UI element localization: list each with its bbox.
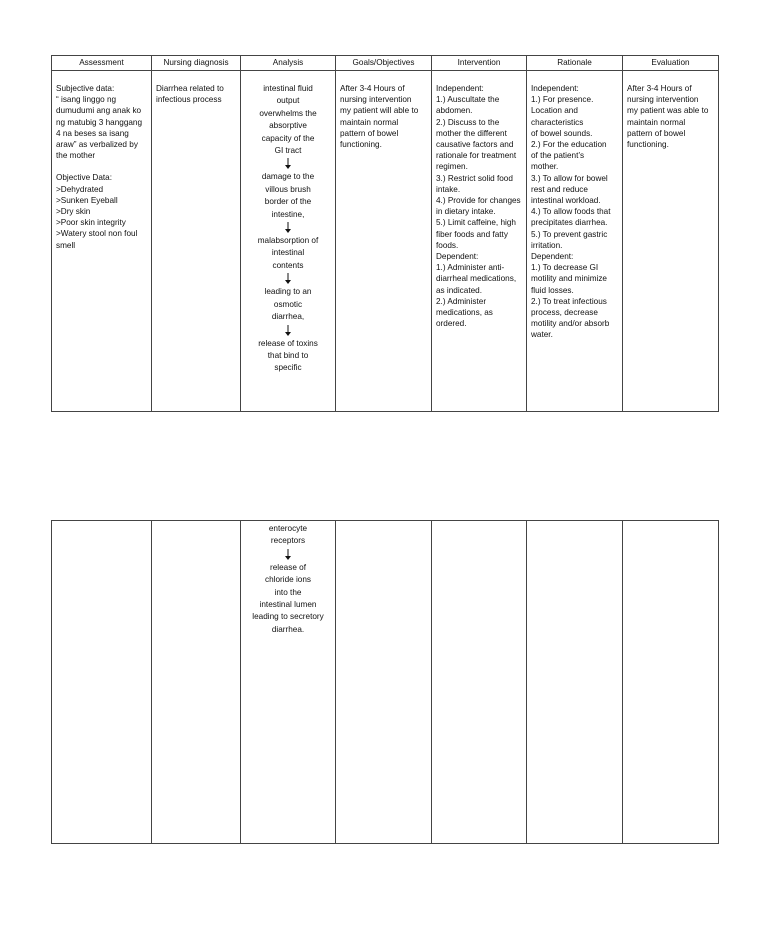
text-line: >Dehydrated [56,184,104,194]
text-line: 2.) For the education [531,140,607,150]
header-nursing-diagnosis: Nursing diagnosis [152,56,241,71]
analysis-step-line: overwhelms the [259,108,317,118]
text-line: rationale for treatment [436,151,517,161]
analysis-step-line: intestinal lumen [259,600,317,610]
assessment-cell-continued [52,521,152,844]
text-line: 1.) For presence. [531,95,594,105]
text-line: mother the different [436,128,507,138]
text-line: my patient was able to [627,106,709,116]
analysis-step-line: malabsorption of [257,236,319,246]
text-line: Diarrhea related to [156,84,224,93]
header-goals-objectives: Goals/Objectives [336,56,432,71]
text-line: After 3-4 Hours of [340,84,405,93]
intervention-cell [432,71,527,412]
text-line: 5.) To prevent gastric [531,229,608,239]
text-line: 2.) To treat infectious [531,296,607,306]
analysis-step-line: intestinal [271,248,305,258]
down-arrow-icon [283,158,293,170]
analysis-step-line: damage to the [261,172,315,182]
text-line: Dependent: [436,252,479,262]
text-line: 4 na beses sa isang [56,128,129,138]
rationale-cell [527,71,623,412]
analysis-step-line: output [276,96,300,106]
analysis-step-line: capacity of the [261,133,315,143]
analysis-step-line: enterocyte [268,524,308,533]
nursing-diagnosis-text [156,83,236,105]
analysis-step-line: that bind to [267,350,309,360]
text-line: dumudumi ang anak ko [56,106,142,116]
text-line: motility and/or absorb [531,319,610,329]
rationale-cell-continued [527,521,623,844]
text-line: water. [531,330,553,340]
analysis-step-line: intestine, [271,209,305,219]
analysis-step-line: diarrhea, [271,312,305,322]
text-line: 4.) Provide for changes [436,196,521,206]
analysis-step-line: into the [274,587,302,597]
goals-objectives-cell-continued [336,521,432,844]
analysis-step-line: diarrhea. [271,624,305,634]
header-evaluation: Evaluation [623,56,719,71]
text-line: of bowel sounds. [531,128,593,138]
text-line: “ isang linggo ng [56,95,117,105]
analysis-step-line: GI tract [274,146,302,156]
text-line: Independent: [436,84,484,93]
objective-data [56,172,147,250]
text-line: 3.) Restrict solid food [436,173,513,183]
text-line: rest and reduce [531,184,588,194]
text-line: as indicated. [436,285,482,295]
text-line: 5.) Limit caffeine, high [436,218,516,228]
analysis-step-line: osmotic [273,299,303,309]
down-arrow-icon [283,549,293,561]
text-line: >Watery stool non foul [56,229,138,239]
text-line: Location and [531,106,578,116]
text-line: intake. [436,184,461,194]
text-line: abdomen. [436,106,473,116]
text-line: fiber foods and fatty [436,229,508,239]
text-line: motility and minimize [531,274,607,284]
care-plan-row-continued [52,521,719,844]
text-line: nursing intervention [340,95,412,105]
analysis-step-line: release of [270,562,306,572]
text-line: of the patient’s [531,151,585,161]
text-line: After 3-4 Hours of [627,84,692,93]
text-line: ordered. [436,319,467,329]
text-line: Independent: [531,84,579,93]
text-line: >Poor skin integrity [56,218,126,228]
text-line: functioning. [627,140,669,150]
analysis-step-line: villous brush [265,184,311,194]
text-line: araw” as verbalized by [56,140,138,150]
analysis-step-line: receptors [270,536,306,546]
subjective-data [56,83,147,161]
down-arrow-icon [283,222,293,234]
nursing-care-plan-table-page-1 [51,55,719,412]
text-line: >Sunken Eyeball [56,195,118,205]
header-rationale: Rationale [527,56,623,71]
analysis-step-line: chloride ions [265,575,311,585]
analysis-step-line: release of toxins [258,338,318,348]
analysis-flow [245,83,331,375]
down-arrow-icon [283,325,293,337]
evaluation-cell-continued [623,521,719,844]
text-line: 1.) Administer anti- [436,263,505,273]
text-line: Dependent: [531,252,574,262]
text-line: in dietary intake. [436,207,496,217]
text-line: causative factors and [436,140,514,150]
text-line: 1.) Auscultate the [436,95,500,105]
evaluation-text [627,83,714,150]
analysis-step-line: border of the [264,197,312,207]
text-line: pattern of bowel [340,128,399,138]
analysis-cell [241,71,336,412]
analysis-cell-continued [241,521,336,844]
text-line: the mother [56,151,96,161]
text-line: precipitates diarrhea. [531,218,608,228]
evaluation-cell [623,71,719,412]
rationale-text [531,83,618,341]
text-line: 2.) Discuss to the [436,117,500,127]
text-line: smell [56,240,76,250]
text-line: diarrheal medications, [436,274,517,284]
text-line: 3.) To allow for bowel [531,173,608,183]
text-line: mother. [531,162,559,172]
goals-text [340,83,427,150]
header-intervention: Intervention [432,56,527,71]
text-line: fluid losses. [531,285,574,295]
text-line: irritation. [531,240,563,250]
text-line: Objective Data: [56,173,112,183]
header-assessment: Assessment [52,56,152,71]
intervention-text [436,83,522,329]
care-plan-row [52,71,719,412]
analysis-flow-continued [245,523,331,636]
text-line: medications, as [436,308,493,318]
text-line: regimen. [436,162,468,172]
text-line: 2.) Administer [436,296,487,306]
nursing-care-plan-table-page-2 [51,520,719,844]
header-row [52,56,719,71]
text-line: characteristics [531,117,584,127]
text-line: >Dry skin [56,207,91,217]
text-line: functioning. [340,140,382,150]
text-line: maintain normal [627,117,686,127]
analysis-step-line: contents [272,260,304,270]
header-analysis: Analysis [241,56,336,71]
text-line: nursing intervention [627,95,699,105]
assessment-cell [52,71,152,412]
down-arrow-icon [283,273,293,285]
text-line: foods. [436,240,459,250]
text-line: 4.) To allow foods that [531,207,611,217]
goals-objectives-cell [336,71,432,412]
analysis-step-line: leading to secretory [252,612,324,622]
text-line: pattern of bowel [627,128,686,138]
text-line: ng matubig 3 hanggang [56,117,143,127]
text-line: process, decrease [531,308,598,318]
text-line: intestinal workload. [531,196,601,206]
nursing-diagnosis-cell [152,71,241,412]
text-line: maintain normal [340,117,399,127]
analysis-step-line: specific [274,363,302,373]
text-line: my patient will able to [340,106,419,116]
analysis-step-line: absorptive [269,121,307,131]
text-line: Subjective data: [56,84,115,93]
nursing-diagnosis-cell-continued [152,521,241,844]
intervention-cell-continued [432,521,527,844]
analysis-step-line: intestinal fluid [263,84,313,93]
text-line: infectious process [156,95,222,105]
text-line: 1.) To decrease GI [531,263,599,273]
analysis-step-line: leading to an [264,287,312,297]
